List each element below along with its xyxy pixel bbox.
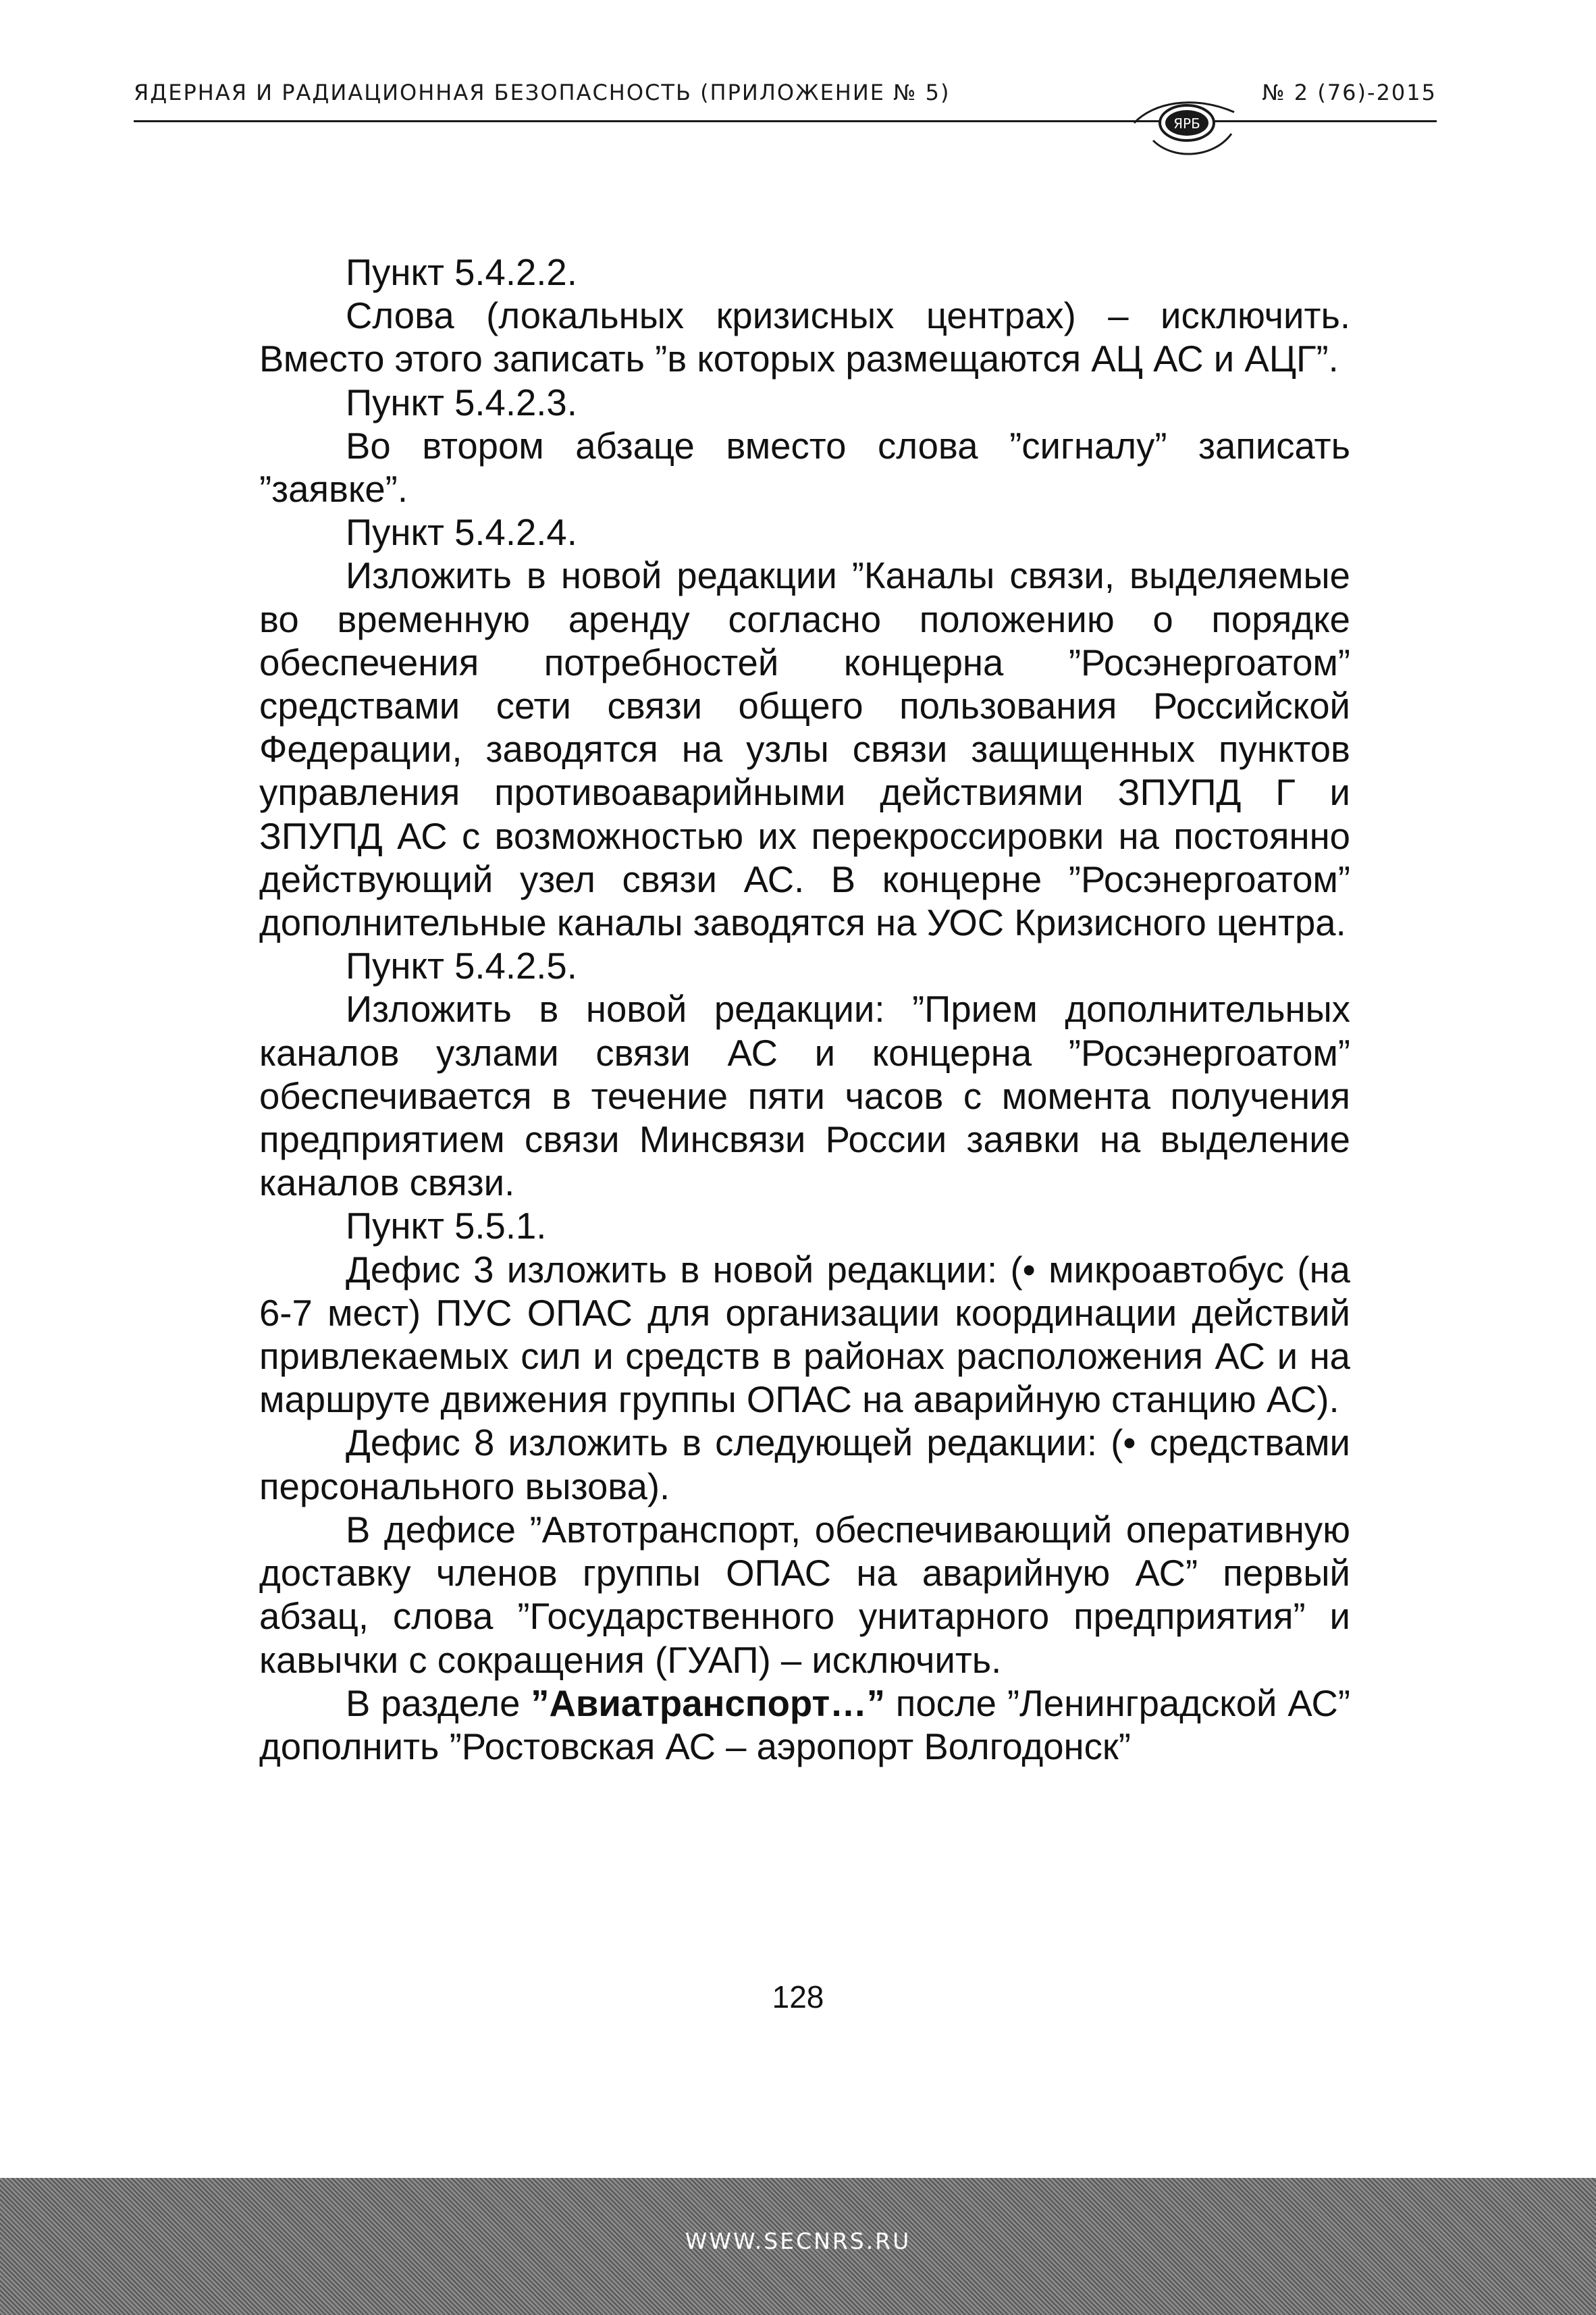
running-header [134,80,1437,154]
paragraph-aviatransport [259,1682,1350,1769]
journal-logo-icon [1133,93,1241,161]
paragraph: Во втором абзаце вместо слова ”сигналу” записать ”заявке”. [259,425,1350,511]
paragraph: Дефис 8 изложить в следующей редакции: (• средствами персонального вызова). [259,1422,1350,1507]
paragraph: Пункт 5.4.2.2. [346,252,577,293]
issue-number: № 2 (76)-2015 [1262,80,1437,105]
website-link[interactable]: WWW.SECNRS.RU [685,2228,911,2254]
paragraph: Слова (локальных кризисных центрах) – исключить. Вместо этого записать ”в которых размещаются АЦ АС и АЦГ”. [259,295,1350,380]
paragraph: Изложить в новой редакции: ”Прием дополнительных каналов узлами связи АС и концерна ”Росэнергоатом” обеспечивается в течение пяти часов с момента получения предприятием связи Минсвязи России заявки на выделение каналов связи. [259,989,1350,1204]
logo-text: ЯРБ [1173,115,1200,132]
paragraph: Пункт 5.4.2.4. [346,512,577,554]
paragraph-text: после ”Ленинградской АС” дополнить ”Ростовская АС – аэропорт Волгодонск” [259,1682,1350,1767]
paragraph: Пункт 5.4.2.3. [346,382,577,423]
section-name-bold: ”Авиатранспорт…” [531,1682,885,1724]
paragraph: Дефис 3 изложить в новой редакции: (• микроавтобус (на 6-7 мест) ПУС ОПАС для организации координации действий привлекаемых сил и средств в районах расположения АС и на маршруте движения группы ОПАС на аварийную станцию АС). [259,1249,1350,1421]
paragraph-text: В разделе [346,1682,531,1724]
paragraph: Изложить в новой редакции ”Каналы связи, выделяемые во временную аренду согласно положению о порядке обеспечения потребностей концерна ”Росэнергоатом” средствами сети связи общего пользования Российской Федерации, заводятся на узлы связи защищенных пунктов управления противоаварийными действиями ЗПУПД Г и ЗПУПД АС с возможностью их перекроссировки на постоянно действующий узел связи АС. В концерне ”Росэнергоатом” дополнительные каналы заводятся на УОС Кризисного центра. [259,555,1350,944]
page-number: 128 [772,1979,824,2014]
document-body [259,251,1350,1769]
header-rule [134,120,1437,122]
footer-band [0,2178,1596,2315]
paragraph: В дефисе ”Автотранспорт, обеспечивающий оперативную доставку членов группы ОПАС на аварийную АС” первый абзац, слова ”Государственного унитарного предприятия” и кавычки с сокращения (ГУАП) – исключить. [259,1509,1350,1681]
paragraph: Пункт 5.5.1. [346,1205,547,1247]
journal-title: ЯДЕРНАЯ И РАДИАЦИОННАЯ БЕЗОПАСНОСТЬ (ПРИЛОЖЕНИЕ № 5) [134,80,951,105]
paragraph: Пункт 5.4.2.5. [346,945,577,987]
